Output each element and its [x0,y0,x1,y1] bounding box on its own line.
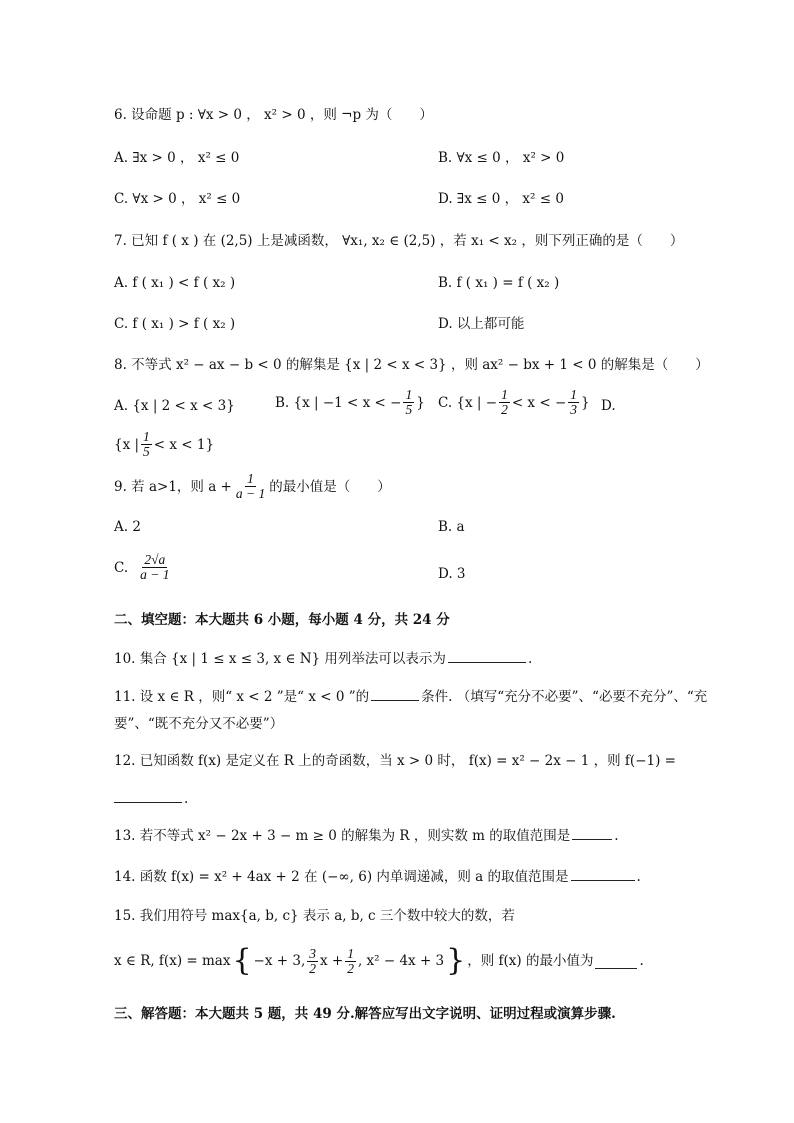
q13-text: 13. 若不等式 x² − 2x + 3 − m ≥ 0 的解集为 R ，则实数 m 的取值范围是 [114,828,571,844]
q15-end: . [639,953,644,969]
q8-option-b-num: 1 [405,387,413,402]
q15-term-c: , x² − 4x + 3 [357,953,445,969]
q8-option-a: A. {x | 2 < x < 3} [114,398,235,414]
q15-line-1: 15. 我们用符号 max{a, b, c} 表示 a, b, c 三个数中较大的数，若 [114,908,515,924]
q8-option-b [275,388,425,417]
q15-right-brace: } [446,943,466,978]
q15-den2: 2 [347,960,354,976]
q8-option-d-den: 5 [143,444,150,459]
q6-option-a: A. ∃x > 0 ， x² ≤ 0 [114,150,240,166]
q8-option-d-post: < x < 1} [153,436,215,453]
q10-answer-blank[interactable] [448,648,526,663]
q15-num2: 1 [347,945,354,961]
q11-text: 11. 设 x ∈ R ，则“ x < 2 ”是“ x < 0 ”的 [114,689,370,705]
q8-option-b-den: 5 [405,402,413,417]
q14-answer-blank[interactable] [571,866,635,881]
q7-option-b: B. f ( x₁ ) = f ( x₂ ) [438,275,560,291]
q14-text: 14. 函数 f(x) = x² + 4ax + 2 在 (−∞, 6) 内单调递减，则 a 的取值范围是 [114,869,569,885]
q9-option-c-label: C. [114,559,129,576]
q8-option-c-num1: 1 [501,387,508,402]
q14-end: . [636,869,641,885]
q9-option-d: D. 3 [438,566,466,582]
q13 [114,825,619,845]
q9-stem-den: a − 1 [235,486,266,501]
q9-stem-num: 1 [247,471,254,486]
q14 [114,866,641,886]
q8-option-c-den1: 2 [501,402,508,417]
q6-option-b: B. ∀x ≤ 0 ， x² > 0 [438,150,565,166]
q8-option-c-fraction-1 [499,388,510,417]
q8-option-b-post: } [416,394,425,411]
q9-option-c-fraction [138,553,171,582]
q9-option-c-num: 2√a [144,552,166,567]
q7-option-c: C. f ( x₁ ) > f ( x₂ ) [114,316,236,332]
q9-option-b: B. a [438,519,465,535]
q6-option-d: D. ∃x ≤ 0 ， x² ≤ 0 [438,191,564,207]
q9-option-a: A. 2 [114,519,141,535]
q6-option-c: C. ∀x > 0 ， x² ≤ 0 [114,191,241,207]
q7-stem: 7. 已知 f ( x ) 在 (2,5) 上是减函数， ∀x₁, x₂ ∈ (2,5) ，若 x₁ < x₂ ，则下列正确的是（ ） [114,233,684,249]
q15-term-b: x + [319,953,344,969]
q11-text-post: 条件. （填写“充分不必要”、“必要不充分”、“充 [421,689,708,705]
q15-den1: 2 [309,960,316,976]
q8-option-b-pre: B. {x | −1 < x < − [275,394,402,411]
q8-option-d-fraction [141,430,152,459]
section-2-heading: 二、填空题：本大题共 6 小题，每小题 4 分，共 24 分 [114,612,450,628]
q15-term-a: −x + 3, [253,953,306,969]
q8-option-d-num: 1 [143,429,150,444]
q15-line-2-post: ，则 f(x) 的最小值为 [467,953,594,969]
q9-stem [114,472,391,501]
q10-text: 10. 集合 {x | 1 ≤ x ≤ 3, x ∈ N} 用列举法可以表示为 [114,651,446,667]
q9-stem-pre: 9. 若 a>1，则 a + [114,478,232,495]
q9-option-c [114,553,174,582]
q15-fraction-2 [345,947,356,976]
q6-stem: 6. 设命题 p : ∀x > 0 ， x² > 0 ，则 ¬p 为（ ） [114,107,433,123]
q11-line-2: 要”、“既不充分又不必要”） [114,716,284,732]
q12-answer-blank[interactable] [114,788,182,803]
q8-option-c-post: } [581,394,590,411]
q7-option-d: D. 以上都可能 [438,316,525,332]
q15-line-2-pre: x ∈ R, f(x) = max [114,953,231,969]
q12-end: . [184,791,189,807]
q8-option-c-fraction-2 [568,388,579,417]
q7-option-a: A. f ( x₁ ) < f ( x₂ ) [114,275,236,291]
q11-line-1 [114,686,707,706]
q8-option-c-num2: 1 [570,387,577,402]
q10-end: . [527,651,533,667]
q13-end: . [614,828,619,844]
q8-option-d-label: D. [601,398,616,414]
q12-line-1: 12. 已知函数 f(x) 是定义在 R 上的奇函数，当 x > 0 时， f(x) = x² − 2x − 1 ，则 f(−1) = [114,753,676,769]
q15-fraction-1 [307,947,318,976]
q8-option-b-fraction [403,388,414,417]
q11-answer-blank[interactable] [371,686,419,701]
q8-option-d [114,430,214,459]
q8-option-c-den2: 3 [570,402,577,417]
q10 [114,648,532,668]
q15-answer-blank[interactable] [595,954,637,969]
q9-stem-post: 的最小值是（ ） [269,478,391,495]
q8-option-c-pre: C. {x | − [438,394,498,411]
q13-answer-blank[interactable] [572,825,612,840]
q15-num1: 3 [309,945,316,961]
q8-option-c-mid: < x < − [511,394,567,411]
q9-option-c-den: a − 1 [140,567,170,582]
q8-option-d-pre: {x | [114,436,140,453]
section-3-heading: 三、解答题：本大题共 5 题，共 49 分.解答应写出文字说明、证明过程或演算步骤. [114,1006,616,1022]
q15-line-2 [114,943,644,978]
q8-stem: 8. 不等式 x² − ax − b < 0 的解集是 {x | 2 < x < 3} ，则 ax² − bx + 1 < 0 的解集是（ ） [114,357,709,373]
q8-option-c [438,388,590,417]
q9-stem-fraction [234,472,267,501]
q12-line-2 [114,788,188,808]
q15-left-brace: { [232,943,252,978]
